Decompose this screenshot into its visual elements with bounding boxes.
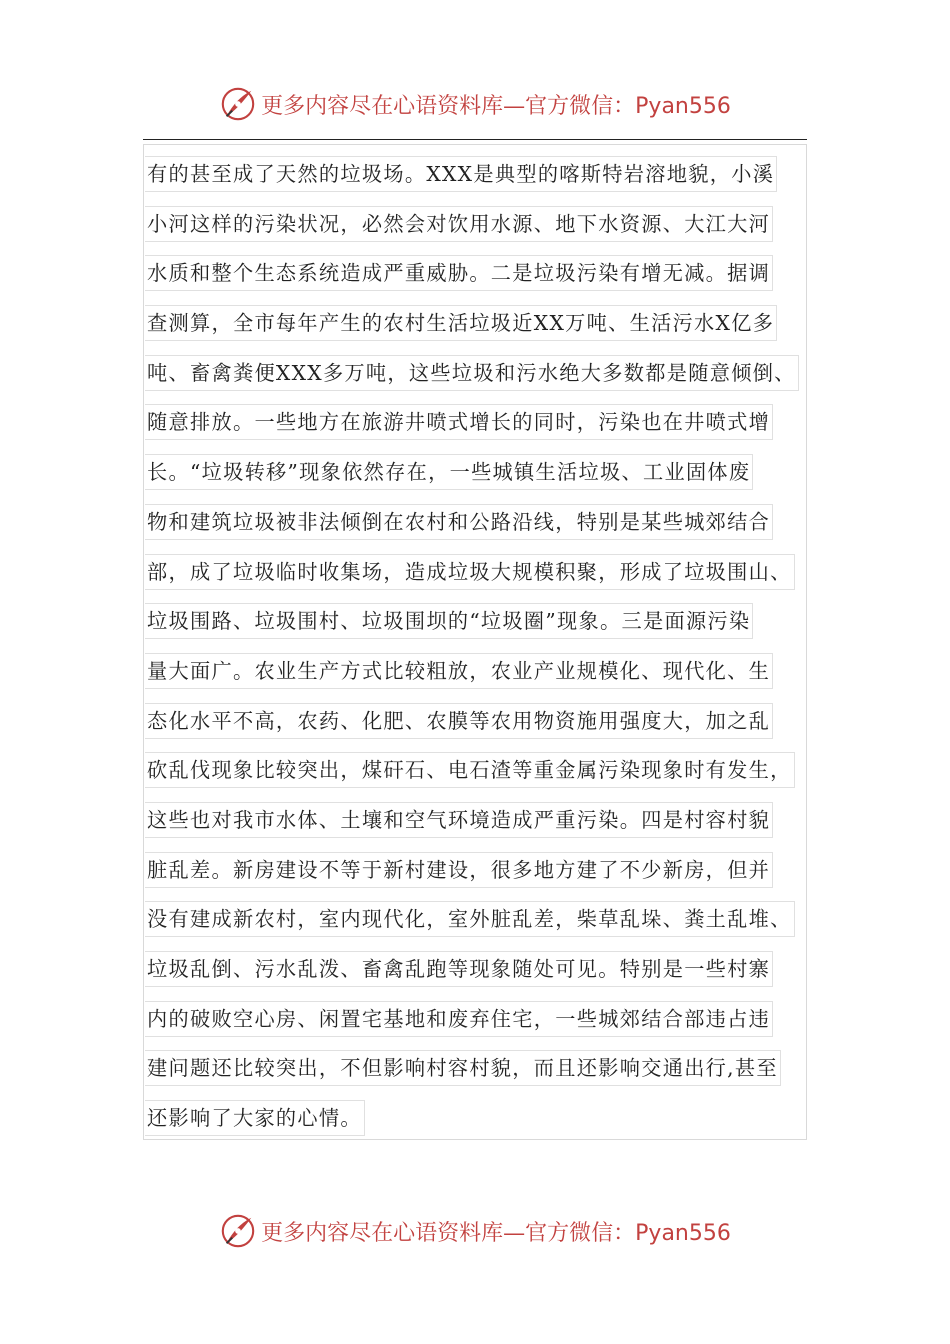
text-line <box>145 595 825 645</box>
quill-logo-icon <box>219 1212 257 1250</box>
text-line <box>145 247 825 297</box>
header-banner <box>0 80 950 128</box>
text-line <box>145 198 825 248</box>
text-line-content: 小河这样的污染状况，必然会对饮用水源、地下水资源、大江大河 <box>145 206 773 242</box>
text-line-content: 砍乱伐现象比较突出，煤矸石、电石渣等重金属污染现象时有发生， <box>145 752 795 788</box>
text-line-content: 垃圾乱倒、污水乱泼、畜禽乱跑等现象随处可见。特别是一些村寨 <box>145 951 773 987</box>
text-line <box>145 893 825 943</box>
text-line <box>145 993 825 1043</box>
text-line-content: 这些也对我市水体、土壤和空气环境造成严重污染。四是村容村貌 <box>145 802 773 838</box>
text-line-content: 量大面广。农业生产方式比较粗放，农业产业规模化、现代化、生 <box>145 653 773 689</box>
text-line-content: 态化水平不高，农药、化肥、农膜等农用物资施用强度大，加之乱 <box>145 703 773 739</box>
header-dash: — <box>503 93 526 119</box>
text-line-content: 内的破败空心房、闲置宅基地和废弃住宅，一些城郊结合部违占违 <box>145 1001 773 1037</box>
text-line-content: 建问题还比较突出，不但影响村容村貌，而且还影响交通出行,甚至 <box>145 1050 781 1086</box>
text-line <box>145 496 825 546</box>
text-line-content: 没有建成新农村，室内现代化，室外脏乱差，柴草乱垛、粪土乱堆、 <box>145 901 795 937</box>
text-line-content: 部，成了垃圾临时收集场，造成垃圾大规模积聚，形成了垃圾围山、 <box>145 554 795 590</box>
header-rule <box>143 139 807 140</box>
text-line-content: 吨、畜禽粪便XXX多万吨，这些垃圾和污水绝大多数都是随意倾倒、 <box>145 355 799 391</box>
text-line <box>145 446 825 496</box>
footer-text <box>261 1216 731 1247</box>
header-text <box>261 89 731 120</box>
body-text <box>145 148 825 1142</box>
text-line <box>145 695 825 745</box>
text-line <box>145 645 825 695</box>
footer-banner <box>0 1207 950 1255</box>
footer-wechat-id: Pyan556 <box>635 1220 731 1246</box>
text-line <box>145 943 825 993</box>
header-wechat-label: 官方微信： <box>525 93 636 119</box>
text-line <box>145 347 825 397</box>
text-line-content: 脏乱差。新房建设不等于新村建设，很多地方建了不少新房，但并 <box>145 852 773 888</box>
text-line-content: 物和建筑垃圾被非法倾倒在农村和公路沿线，特别是某些城郊结合 <box>145 504 773 540</box>
text-line-content: 水质和整个生态系统造成严重威胁。二是垃圾污染有增无减。据调 <box>145 255 773 291</box>
text-line <box>145 794 825 844</box>
footer-site-name: 更多内容尽在心语资料库 <box>261 1220 504 1246</box>
header-wechat-id: Pyan556 <box>635 93 731 119</box>
text-line-content: 有的甚至成了天然的垃圾场。XXX是典型的喀斯特岩溶地貌，小溪 <box>145 156 777 192</box>
text-line-content: 随意排放。一些地方在旅游井喷式增长的同时，污染也在井喷式增 <box>145 404 773 440</box>
quill-logo-icon <box>219 85 257 123</box>
text-line <box>145 297 825 347</box>
text-line <box>145 546 825 596</box>
footer-wechat-label: 官方微信： <box>525 1220 636 1246</box>
text-line <box>145 744 825 794</box>
text-line <box>145 844 825 894</box>
text-line-content: 还影响了大家的心情。 <box>145 1100 365 1136</box>
text-line-content: 查测算，全市每年产生的农村生活垃圾近XX万吨、生活污水X亿多 <box>145 305 777 341</box>
text-line <box>145 396 825 446</box>
text-line <box>145 1092 825 1142</box>
text-line <box>145 148 825 198</box>
text-line-content: 长。“垃圾转移”现象依然存在，一些城镇生活垃圾、工业固体废 <box>145 454 753 490</box>
header-site-name: 更多内容尽在心语资料库 <box>261 93 504 119</box>
footer-dash: — <box>503 1220 526 1246</box>
text-line <box>145 1042 825 1092</box>
text-line-content: 垃圾围路、垃圾围村、垃圾围坝的“垃圾圈”现象。三是面源污染 <box>145 603 753 639</box>
